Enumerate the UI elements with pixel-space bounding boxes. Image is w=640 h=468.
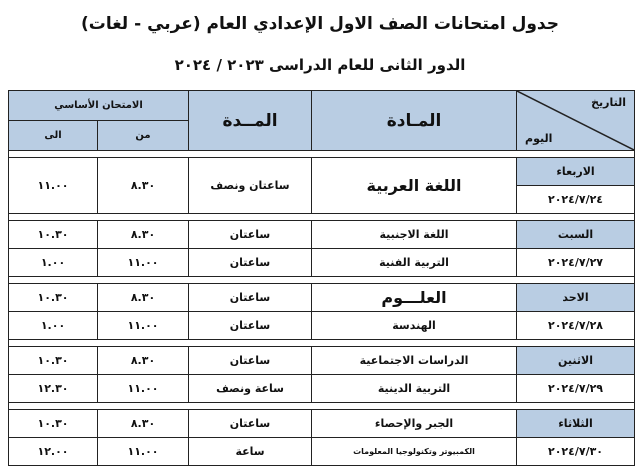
spacer-row — [9, 402, 635, 409]
table-row — [9, 249, 635, 277]
to-cell: ١٠.٣٠ — [9, 221, 98, 249]
subject-cell: العلـــوم — [312, 284, 517, 312]
to-cell: ١٠.٣٠ — [9, 284, 98, 312]
duration-cell: ساعة ونصف — [189, 375, 312, 403]
from-cell: ٨.٣٠ — [98, 221, 189, 249]
table-row — [9, 221, 635, 249]
from-cell: ٨.٣٠ — [98, 158, 189, 214]
basic-exam-header: الامتحان الأساسي — [9, 91, 189, 121]
date-cell: ٢٠٢٤/٧/٢٩ — [517, 375, 635, 403]
from-cell: ١١.٠٠ — [98, 375, 189, 403]
duration-header: المــدة — [189, 91, 312, 151]
from-cell: ١١.٠٠ — [98, 312, 189, 340]
spacer-row — [9, 151, 635, 158]
date-cell: ٢٠٢٤/٧/٢٧ — [517, 249, 635, 277]
to-cell: ١٢.٠٠ — [9, 438, 98, 466]
spacer-row — [9, 339, 635, 346]
subject-cell: الهندسة — [312, 312, 517, 340]
table-row — [9, 347, 635, 375]
table-row — [9, 158, 635, 186]
to-cell: ١٠.٣٠ — [9, 347, 98, 375]
table-row — [9, 438, 635, 466]
subject-cell: التربية الفنية — [312, 249, 517, 277]
from-cell: ٨.٣٠ — [98, 284, 189, 312]
day-cell: السبت — [517, 221, 635, 249]
day-cell: الثلاثاء — [517, 410, 635, 438]
page-subtitle: الدور الثانى للعام الدراسى ٢٠٢٣ / ٢٠٢٤ — [174, 56, 466, 74]
table-row — [9, 410, 635, 438]
subject-cell: الدراسات الاجتماعية — [312, 347, 517, 375]
date-cell: ٢٠٢٤/٧/٢٤ — [517, 186, 635, 214]
date-day-header — [517, 91, 635, 151]
from-cell: ٨.٣٠ — [98, 410, 189, 438]
spacer-row — [9, 276, 635, 283]
to-cell: ١.٠٠ — [9, 249, 98, 277]
subject-cell: الكمبيوتر وتكنولوجيا المعلومات — [312, 438, 517, 466]
to-cell: ١١.٠٠ — [9, 158, 98, 214]
day-cell: الاربعاء — [517, 158, 635, 186]
subject-cell: اللغة الاجنبية — [312, 221, 517, 249]
page-title: جدول امتحانات الصف الاول الإعدادي العام (عربي - لغات) — [80, 14, 560, 34]
duration-cell: ساعتان — [189, 312, 312, 340]
subject-cell: الجبر والإحصاء — [312, 410, 517, 438]
from-cell: ٨.٣٠ — [98, 347, 189, 375]
day-cell: الاثنين — [517, 347, 635, 375]
table-row — [9, 375, 635, 403]
from-cell: ١١.٠٠ — [98, 438, 189, 466]
date-cell: ٢٠٢٤/٧/٣٠ — [517, 438, 635, 466]
to-cell: ١٠.٣٠ — [9, 410, 98, 438]
to-cell: ١.٠٠ — [9, 312, 98, 340]
date-header-label: التاريخ — [591, 96, 627, 109]
from-cell: ١١.٠٠ — [98, 249, 189, 277]
duration-cell: ساعتان ونصف — [189, 158, 312, 214]
duration-cell: ساعة — [189, 438, 312, 466]
duration-cell: ساعتان — [189, 249, 312, 277]
date-cell: ٢٠٢٤/٧/٢٨ — [517, 312, 635, 340]
subject-cell: اللغة العربية — [312, 158, 517, 214]
duration-cell: ساعتان — [189, 284, 312, 312]
table-row — [9, 284, 635, 312]
duration-cell: ساعتان — [189, 221, 312, 249]
exam-schedule-table — [8, 90, 635, 466]
duration-cell: ساعتان — [189, 410, 312, 438]
spacer-row — [9, 213, 635, 220]
to-cell: ١٢.٣٠ — [9, 375, 98, 403]
day-header-label: اليوم — [525, 132, 553, 145]
subject-header: المـادة — [312, 91, 517, 151]
day-cell: الاحد — [517, 284, 635, 312]
duration-cell: ساعتان — [189, 347, 312, 375]
table-row — [9, 312, 635, 340]
subject-cell: التربية الدينية — [312, 375, 517, 403]
to-header: الى — [9, 121, 98, 151]
from-header: من — [98, 121, 189, 151]
